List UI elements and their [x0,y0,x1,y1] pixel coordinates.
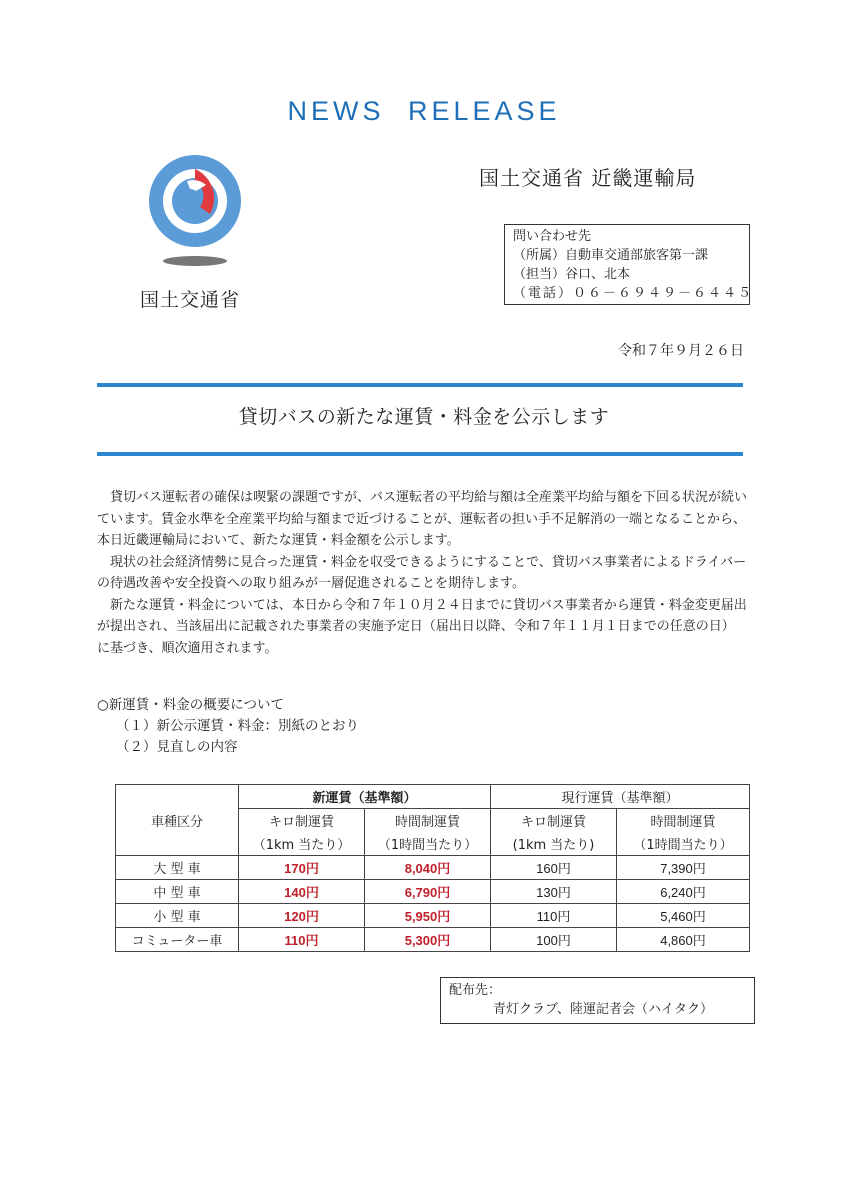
new-fare-group-header: 新運賃（基準額） [239,785,491,809]
body-paragraph: 貸切バス運転者の確保は喫緊の課題ですが、バス運転者の平均給与額は全産業平均給与額を下回る状況が続いています。賃金水準を全産業平均給与額まで近づけることが、運転者の担い手不足解消の一端となることから、本日近畿運輸局において、新たな運賃・料金額を公示します。 [97,490,748,548]
current-km-fare: 110円 [491,904,617,928]
body-paragraph: 現状の社会経済情勢に見合った運賃・料金を収受できるようにすることで、貸切バス事業者によるドライバーの待遇改善や安全投資への取り組みが一層促進されることを期待します。 [97,554,747,591]
table-row [116,856,750,880]
current-hour-fare: 6,240円 [617,880,750,904]
mlit-logo-icon [140,155,250,267]
new-hour-header: 時間制運賃 [365,809,491,833]
current-hour-unit: （1時間当たり） [617,832,750,856]
contact-person: （担当）谷口、北本 [513,267,631,282]
body-paragraph: 新たな運賃・料金については、本日から令和７年１０月２４日までに貸切バス事業者から運賃・料金変更届出が提出され、当該届出に記載された事業者の実施予定日（届出日以降、令和７年１１月１日までの任意の日）に基づき、順次適用されます。 [97,597,747,656]
new-km-fare: 170円 [239,856,365,880]
ministry-logo-label: 国土交通省 [140,289,241,311]
new-hour-fare: 5,300円 [365,928,491,952]
contact-box [504,224,754,305]
new-km-fare: 110円 [239,928,365,952]
top-divider [97,383,743,387]
bottom-divider [97,452,743,456]
distribution-recipients: 青灯クラブ、陸運記者会（ハイタク） [493,1002,713,1017]
current-km-fare: 160円 [491,856,617,880]
new-km-fare: 140円 [239,880,365,904]
table-row [116,904,750,928]
contact-title: 問い合わせ先 [513,229,592,244]
contact-phone: （電話）０６－６９４９－６４４５ [513,286,754,301]
current-hour-fare: 4,860円 [617,928,750,952]
summary-item: （２）見直しの内容 [116,739,238,755]
summary-heading: ○新運賃・料金の概要について [97,697,285,713]
body-text [97,487,747,659]
fare-table [115,784,750,952]
new-km-header: キロ制運賃 [239,809,365,833]
headline: 貸切バスの新たな運賃・料金を公示します [238,406,610,428]
summary-section [97,695,359,758]
current-km-fare: 130円 [491,880,617,904]
vehicle-type: 中 型 車 [116,880,239,904]
news-release-title: NEWS RELEASE [287,96,561,126]
vehicle-type: コミューター車 [116,928,239,952]
contact-department: （所属）自動車交通部旅客第一課 [513,248,709,263]
current-hour-fare: 5,460円 [617,904,750,928]
table-row [116,928,750,952]
current-km-fare: 100円 [491,928,617,952]
bureau-name: 国土交通省 近畿運輸局 [479,166,697,190]
table-row [116,880,750,904]
new-km-unit: （1km 当たり） [239,832,365,856]
vehicle-type: 小 型 車 [116,904,239,928]
vehicle-type: 大 型 車 [116,856,239,880]
summary-item: （１）新公示運賃・料金：別紙のとおり [116,718,359,734]
new-hour-unit: （1時間当たり） [365,832,491,856]
distribution-label: 配布先： [449,983,502,998]
release-date: 令和７年９月２６日 [618,343,744,359]
new-km-fare: 120円 [239,904,365,928]
current-km-header: キロ制運賃 [491,809,617,833]
current-hour-fare: 7,390円 [617,856,750,880]
new-hour-fare: 8,040円 [365,856,491,880]
new-hour-fare: 5,950円 [365,904,491,928]
current-km-unit: (1km 当たり) [491,832,617,856]
vehicle-header: 車種区分 [116,785,239,856]
current-hour-header: 時間制運賃 [617,809,750,833]
new-hour-fare: 6,790円 [365,880,491,904]
current-fare-group-header: 現行運賃（基準額） [491,785,750,809]
distribution-box [440,977,755,1024]
